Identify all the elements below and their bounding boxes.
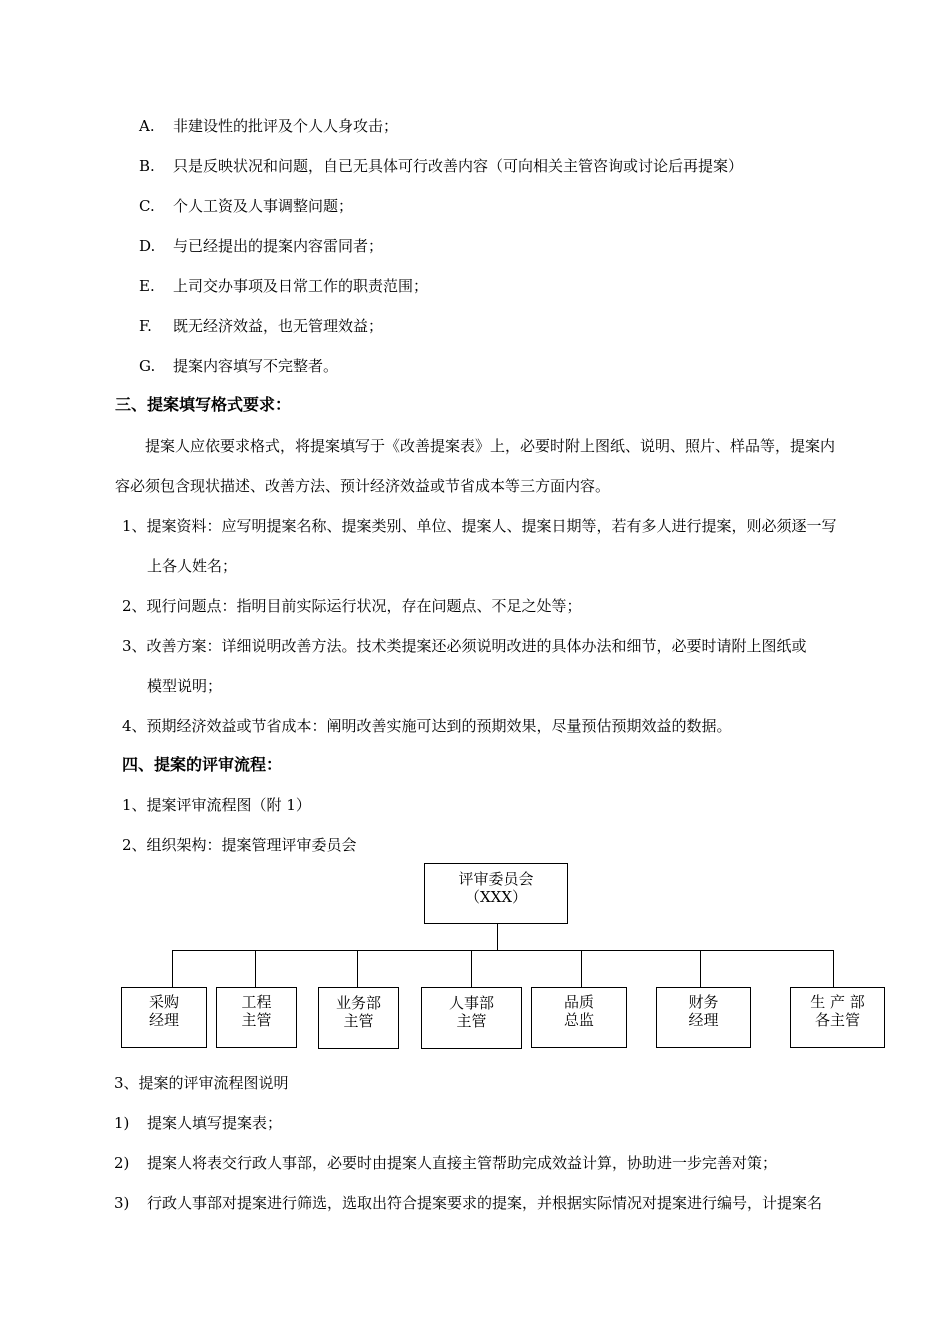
org-connector	[497, 924, 498, 951]
org-box-purchasing	[121, 987, 207, 1048]
org-box-line1: 工程	[241, 993, 272, 1011]
org-connector	[172, 950, 834, 951]
section3-item1-line1: 1、提案资料：应写明提案名称、提案类别、单位、提案人、提案日期等，若有多人进行提案，则必须逐一写	[122, 517, 837, 535]
org-box-committee	[424, 863, 568, 924]
list-text: 上司交办事项及日常工作的职责范围；	[173, 277, 429, 295]
org-box-line2: 主管	[241, 1011, 272, 1029]
list-marker: E.	[139, 277, 155, 295]
org-box-line2: 各主管	[814, 1011, 860, 1029]
step-text: 行政人事部对提案进行筛选，选取出符合提案要求的提案，并根据实际情况对提案进行编号，计提案名	[147, 1194, 823, 1212]
section3-item3-line1: 3、改善方案：详细说明改善方法。技术类提案还必须说明改进的具体办法和细节，必要时请附上图纸或	[122, 637, 807, 655]
section4-item1: 1、提案评审流程图（附 1）	[122, 796, 311, 814]
list-text: 与已经提出的提案内容雷同者；	[173, 237, 384, 255]
list-marker: C.	[139, 197, 155, 215]
section3-item4: 4、预期经济效益或节省成本：阐明改善实施可达到的预期效果，尽量预估预期效益的数据。	[122, 717, 732, 735]
org-box-finance	[656, 987, 751, 1048]
section4-heading: 四、提案的评审流程：	[122, 755, 283, 774]
list-item	[139, 196, 353, 216]
org-connector	[172, 950, 173, 988]
org-box-line2: 主管	[456, 1012, 487, 1030]
org-box-line1: 采购	[148, 993, 179, 1011]
flow-step	[114, 1153, 777, 1173]
org-box-engineering	[216, 987, 297, 1048]
org-connector	[833, 950, 834, 988]
org-box-line1: 生 产 部	[810, 993, 865, 1011]
org-box-line1: 业务部	[335, 994, 381, 1012]
step-marker: 2)	[114, 1154, 130, 1172]
list-marker: A.	[139, 117, 155, 135]
list-item	[139, 116, 398, 136]
list-text: 非建设性的批评及个人人身攻击；	[173, 117, 399, 135]
section4-item2: 2、组织架构：提案管理评审委员会	[122, 836, 357, 854]
org-box-line2: 经理	[148, 1011, 179, 1029]
list-item	[139, 316, 383, 336]
list-item	[139, 236, 383, 256]
org-box-production	[790, 987, 885, 1048]
org-connector	[581, 950, 582, 988]
list-marker: B.	[139, 157, 155, 175]
step-marker: 3)	[114, 1194, 130, 1212]
list-item	[139, 356, 338, 376]
flow-explain-title: 3、提案的评审流程图说明	[114, 1074, 289, 1092]
org-box-hr	[421, 987, 522, 1049]
section3-item2: 2、现行问题点：指明目前实际运行状况，存在问题点、不足之处等；	[122, 597, 582, 615]
section3-intro-line2: 容必须包含现状描述、改善方法、预计经济效益或节省成本等三方面内容。	[115, 477, 611, 495]
section3-heading: 三、提案填写格式要求：	[115, 395, 292, 414]
org-connector	[357, 950, 358, 988]
org-box-line1: 人事部	[448, 994, 494, 1012]
list-text: 提案内容填写不完整者。	[173, 357, 339, 375]
list-text: 只是反映状况和问题，自已无具体可行改善内容（可向相关主管咨询或讨论后再提案）	[173, 157, 744, 175]
flow-step	[114, 1193, 822, 1213]
org-box-line2: 主管	[343, 1012, 374, 1030]
list-text: 个人工资及人事调整问题；	[173, 197, 354, 215]
section3-item1-line2: 上各人姓名；	[147, 557, 238, 575]
section3-intro-line1: 提案人应依要求格式，将提案填写于《改善提案表》上，必要时附上图纸、说明、照片、样品等，提案内	[145, 437, 836, 455]
org-box-line1: 财务	[688, 993, 719, 1011]
list-marker: G.	[139, 357, 156, 375]
list-marker: F.	[139, 317, 152, 335]
step-text: 提案人将表交行政人事部，必要时由提案人直接主管帮助完成效益计算，协助进一步完善对策；	[147, 1154, 778, 1172]
org-box-quality	[531, 987, 627, 1048]
org-connector	[700, 950, 701, 988]
flow-step	[114, 1113, 282, 1133]
org-connector	[471, 950, 472, 988]
org-connector	[255, 950, 256, 988]
org-box-line1: 评审委员会	[458, 870, 534, 888]
org-box-line2: 经理	[688, 1011, 719, 1029]
org-box-line2: （XXX）	[464, 888, 528, 906]
org-box-business	[318, 987, 399, 1049]
list-item	[139, 156, 743, 176]
org-box-line1: 品质	[563, 993, 594, 1011]
step-text: 提案人填写提案表；	[147, 1114, 283, 1132]
org-box-line2: 总监	[563, 1011, 594, 1029]
step-marker: 1)	[114, 1114, 130, 1132]
list-text: 既无经济效益，也无管理效益；	[173, 317, 384, 335]
list-marker: D.	[139, 237, 156, 255]
list-item	[139, 276, 428, 296]
section3-item3-line2: 模型说明；	[147, 677, 223, 695]
